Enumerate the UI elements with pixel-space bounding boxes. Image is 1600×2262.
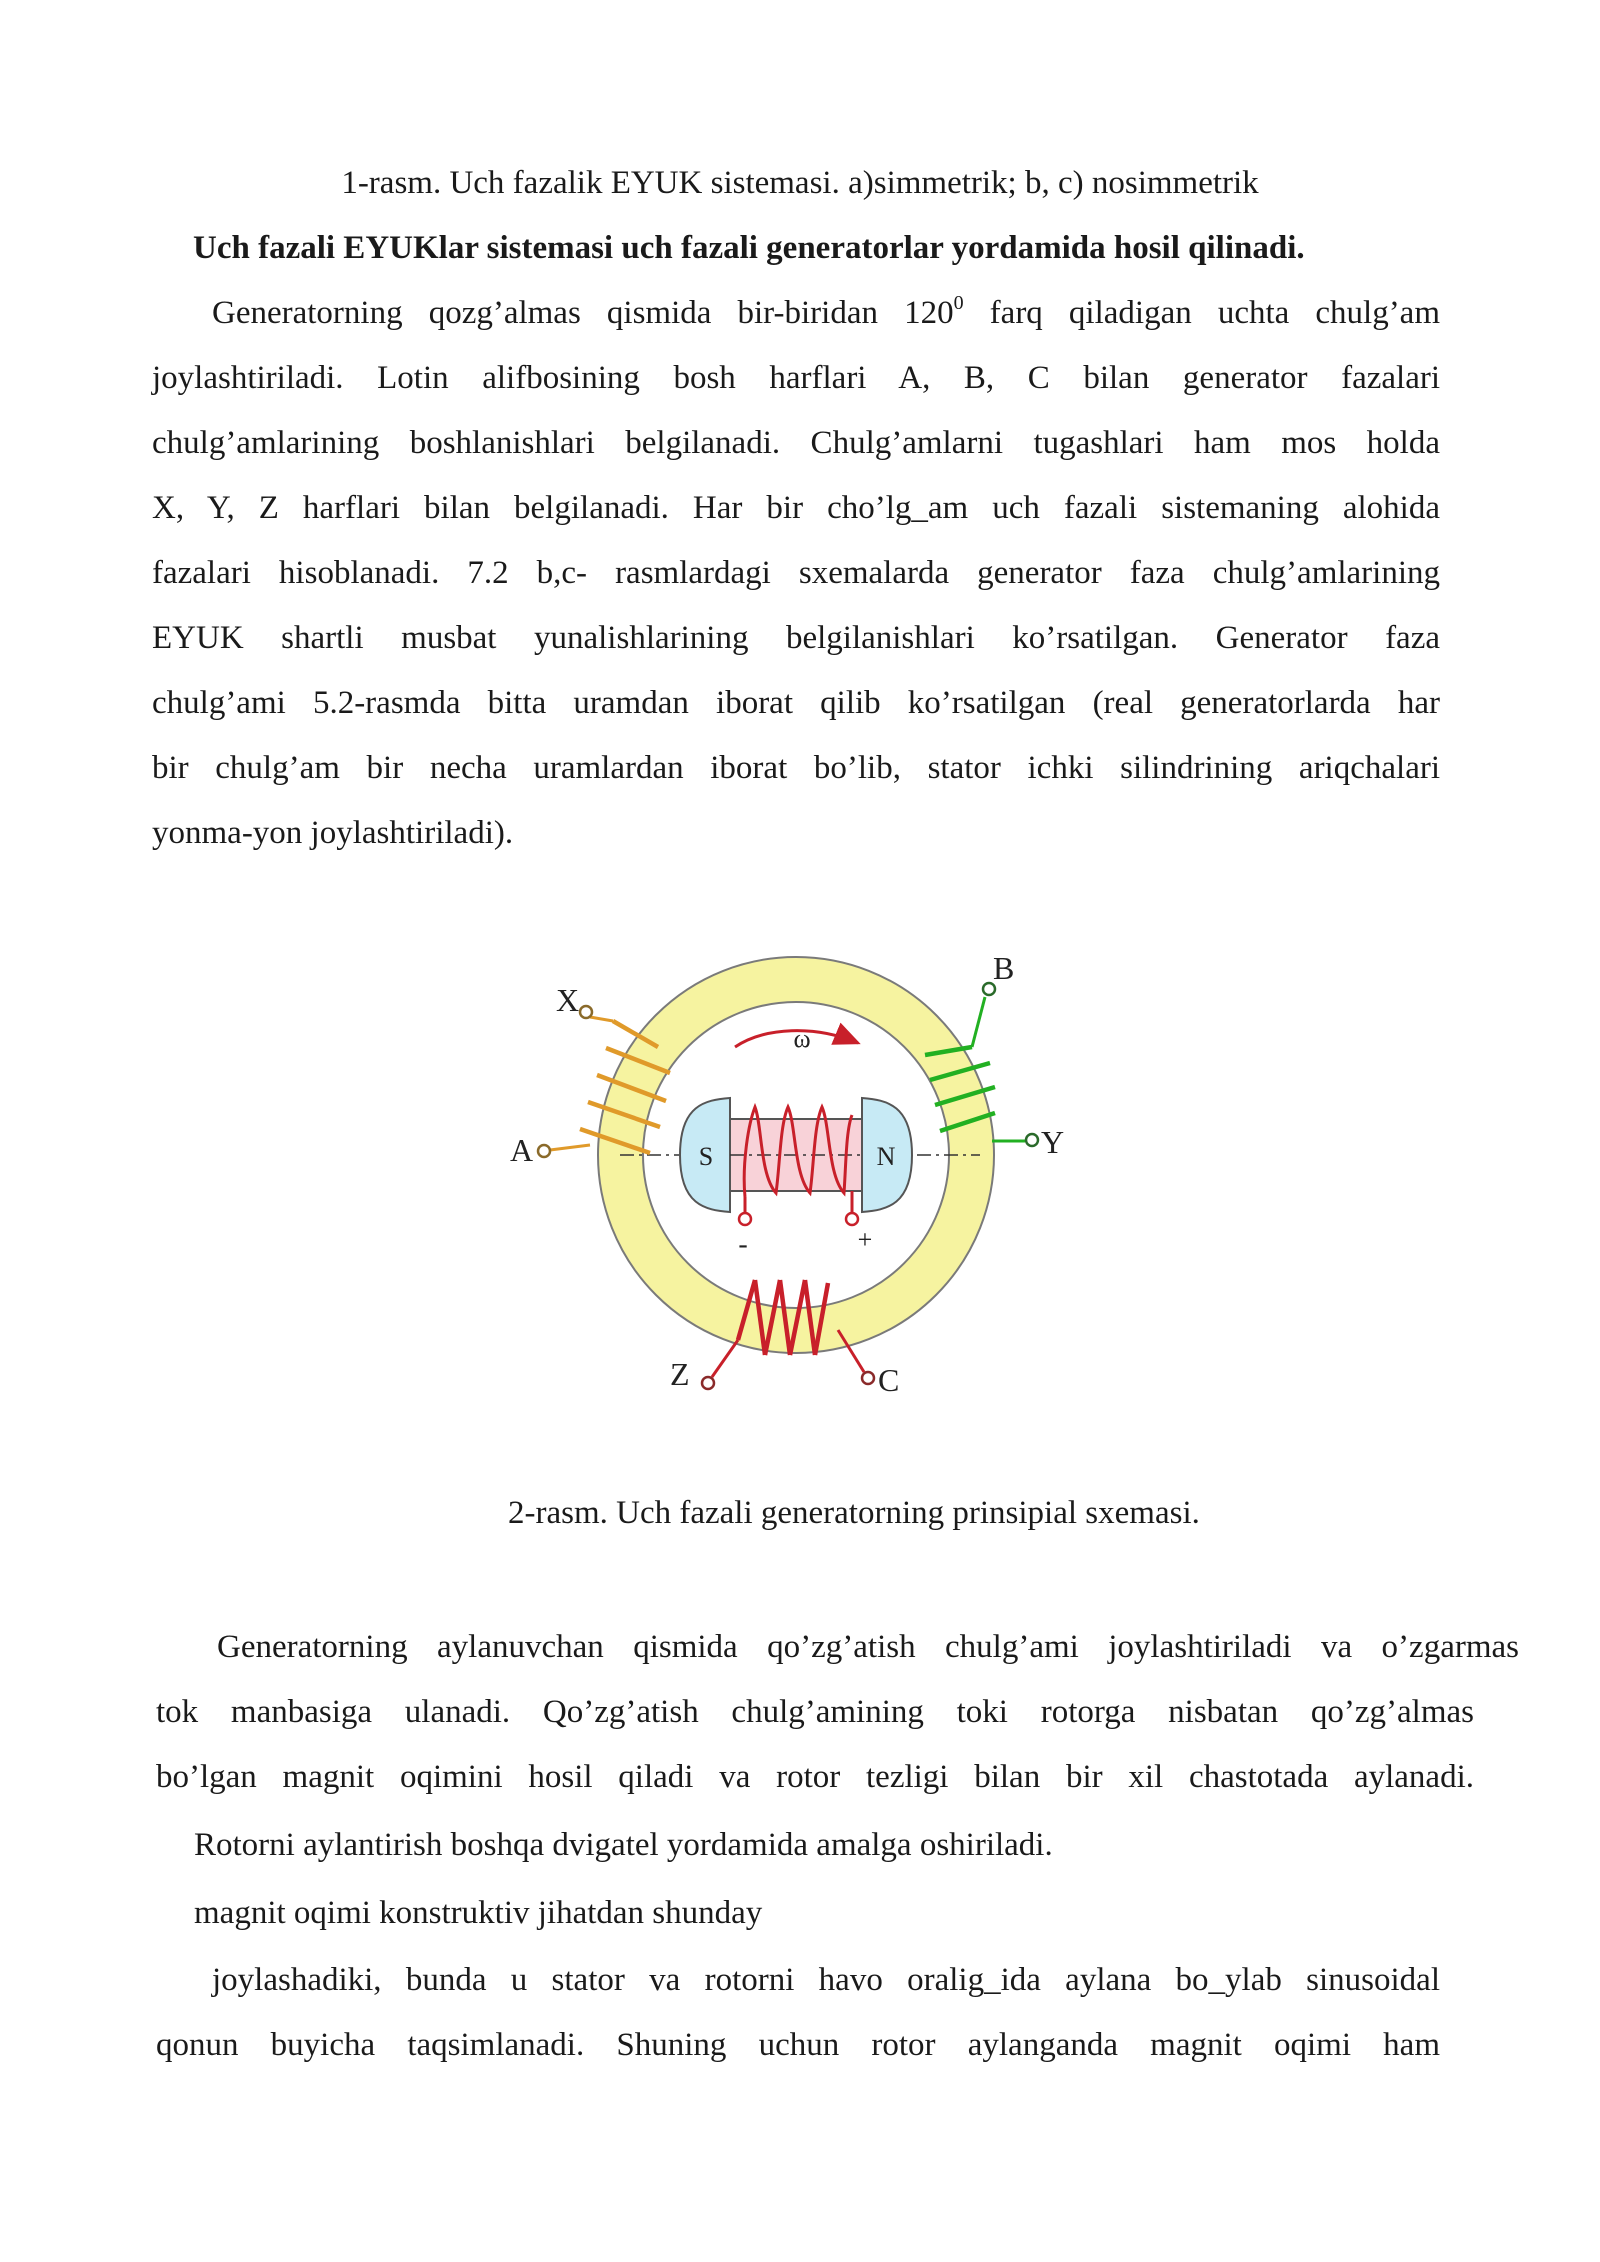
- paragraph-1-line-9: yonma-yon joylashtiriladi).: [152, 815, 514, 851]
- paragraph-1-line-4: X, Y, Z harflari bilan belgilanadi. Har bir cho’lg_am uch fazali sistemaning alohida: [152, 490, 1440, 526]
- terminal-x-label: X: [556, 982, 580, 1018]
- paragraph-2-line-4: Rotorni aylantirish boshqa dvigatel yordamida amalga oshiriladi.: [194, 1827, 1053, 1863]
- paragraph-1-line-3: chulg’amlarining boshlanishlari belgilanadi. Chulg’amlarni tugashlari ham mos holda: [152, 425, 1440, 461]
- pole-s-label: S: [698, 1142, 714, 1171]
- section-heading: Uch fazali EYUKlar sistemasi uch fazali generatorlar yordamida hosil qilinadi.: [193, 230, 1305, 266]
- terminal-c-label: C: [878, 1362, 900, 1398]
- generator-diagram: [480, 935, 1080, 1415]
- paragraph-2-line-6: joylashadiki, bunda u stator va rotorni havo oralig_ida aylana bo_ylab sinusoidal: [212, 1962, 1440, 1998]
- degree-superscript: 0: [953, 292, 964, 314]
- terminal-y-label: Y: [1041, 1124, 1065, 1160]
- terminal-b-label: B: [993, 950, 1015, 986]
- omega-label: ω: [793, 1024, 811, 1053]
- paragraph-2-line-7: qonun buyicha taqsimlanadi. Shuning uchun rotor aylanganda magnit oqimi ham: [156, 2027, 1440, 2063]
- plus-label: +: [857, 1225, 873, 1254]
- paragraph-1-line-1: Generatorning qozg’almas qismida bir-biridan $120^0$ farq qiladigan uchta chulg’am: [212, 292, 1440, 331]
- terminal-z-label: Z: [670, 1356, 690, 1392]
- paragraph-1-line-8: bir chulg’am bir necha uramlardan iborat bo’lib, stator ichki silindrining ariqchalari: [152, 750, 1440, 786]
- pole-n-label: N: [876, 1142, 896, 1171]
- paragraph-1-line-5: fazalari hisoblanadi. 7.2 b,c- rasmlardagi sxemalarda generator faza chulg’amlarining: [152, 555, 1440, 591]
- minus-label: -: [738, 1229, 748, 1260]
- terminal-a-label: A: [510, 1132, 534, 1168]
- figure-2-caption: 2-rasm. Uch fazali generatorning prinsipial sxemasi.: [508, 1495, 1200, 1531]
- paragraph-2-line-1: Generatorning aylanuvchan qismida qo’zg’atish chulg’ami joylashtiriladi va o’zgarmas: [217, 1629, 1519, 1665]
- paragraph-2-line-3: bo’lgan magnit oqimini hosil qiladi va rotor tezligi bilan bir xil chastotada aylanadi.: [156, 1759, 1474, 1795]
- paragraph-1-line-6: EYUK shartli musbat yunalishlarining belgilanishlari ko’rsatilgan. Generator faza: [152, 620, 1440, 656]
- paragraph-2-line-5: magnit oqimi konstruktiv jihatdan shunday: [194, 1895, 763, 1931]
- paragraph-1-line-7: chulg’ami 5.2-rasmda bitta uramdan iborat qilib ko’rsatilgan (real generatorlarda har: [152, 685, 1440, 721]
- paragraph-1-line-2: joylashtiriladi. Lotin alifbosining bosh harflari A, B, C bilan generator fazalari: [152, 360, 1440, 396]
- figure-1-caption: 1-rasm. Uch fazalik EYUK sistemasi. a)simmetrik; b, c) nosimmetrik: [341, 165, 1259, 201]
- paragraph-2-line-2: tok manbasiga ulanadi. Qo’zg’atish chulg’amining toki rotorga nisbatan qo’zg’almas: [156, 1694, 1474, 1730]
